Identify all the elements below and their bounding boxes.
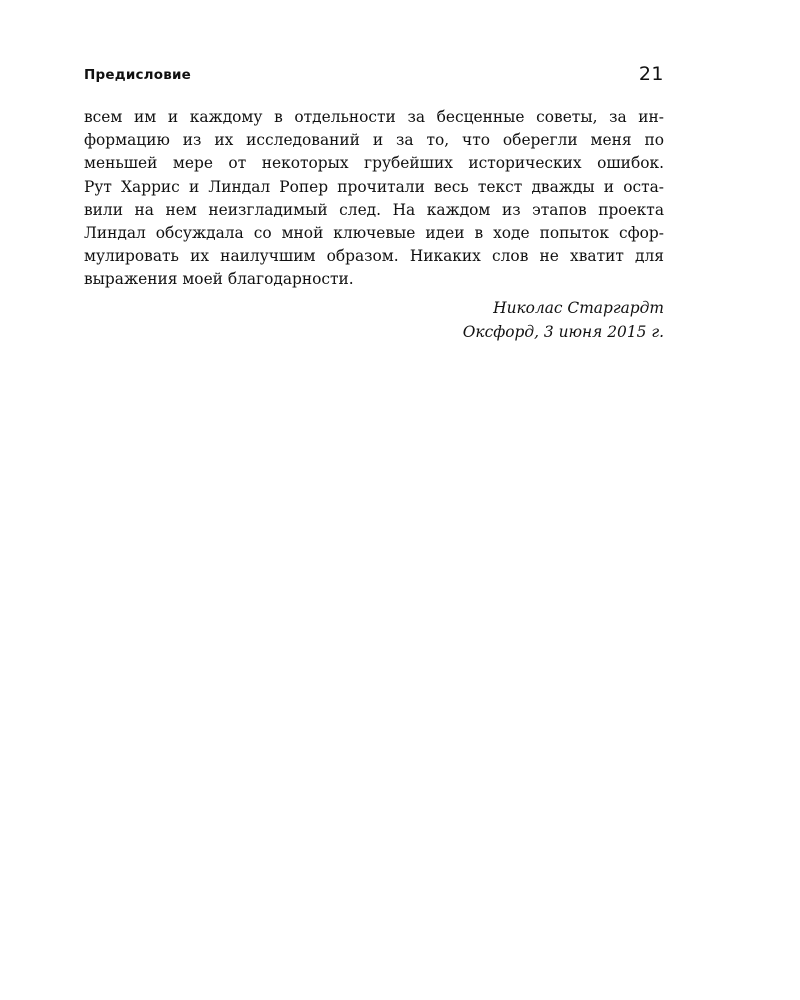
text-line: Рут Харрис и Линдал Ропер прочитали весь текст дважды и оста-	[84, 177, 664, 196]
text-line: вили на нем неизгладимый след. На каждом из этапов проекта	[84, 200, 664, 219]
body-paragraph	[84, 106, 664, 292]
text-line: Линдал обсуждала со мной ключевые идеи в ходе попыток сфор-	[84, 224, 664, 243]
text-line: всем им и каждому в отдельности за бесценные советы, за ин-	[84, 108, 664, 126]
signature-block	[84, 296, 664, 344]
text-line: выражения моей благодарности.	[84, 270, 354, 289]
signature-place-date: Оксфорд, 3 июня 2015 г.	[462, 323, 664, 341]
page-number: 21	[638, 63, 664, 85]
text-line: мулировать их наилучшим образом. Никаких слов не хватит для	[84, 247, 664, 266]
running-head	[84, 63, 664, 89]
signature-author: Николас Старгардт	[493, 299, 664, 317]
text-line: формацию из их исследований и за то, что оберегли меня по	[84, 131, 664, 150]
text-line: меньшей мере от некоторых грубейших исторических ошибок.	[84, 154, 664, 173]
section-title: Предисловие	[84, 67, 192, 83]
